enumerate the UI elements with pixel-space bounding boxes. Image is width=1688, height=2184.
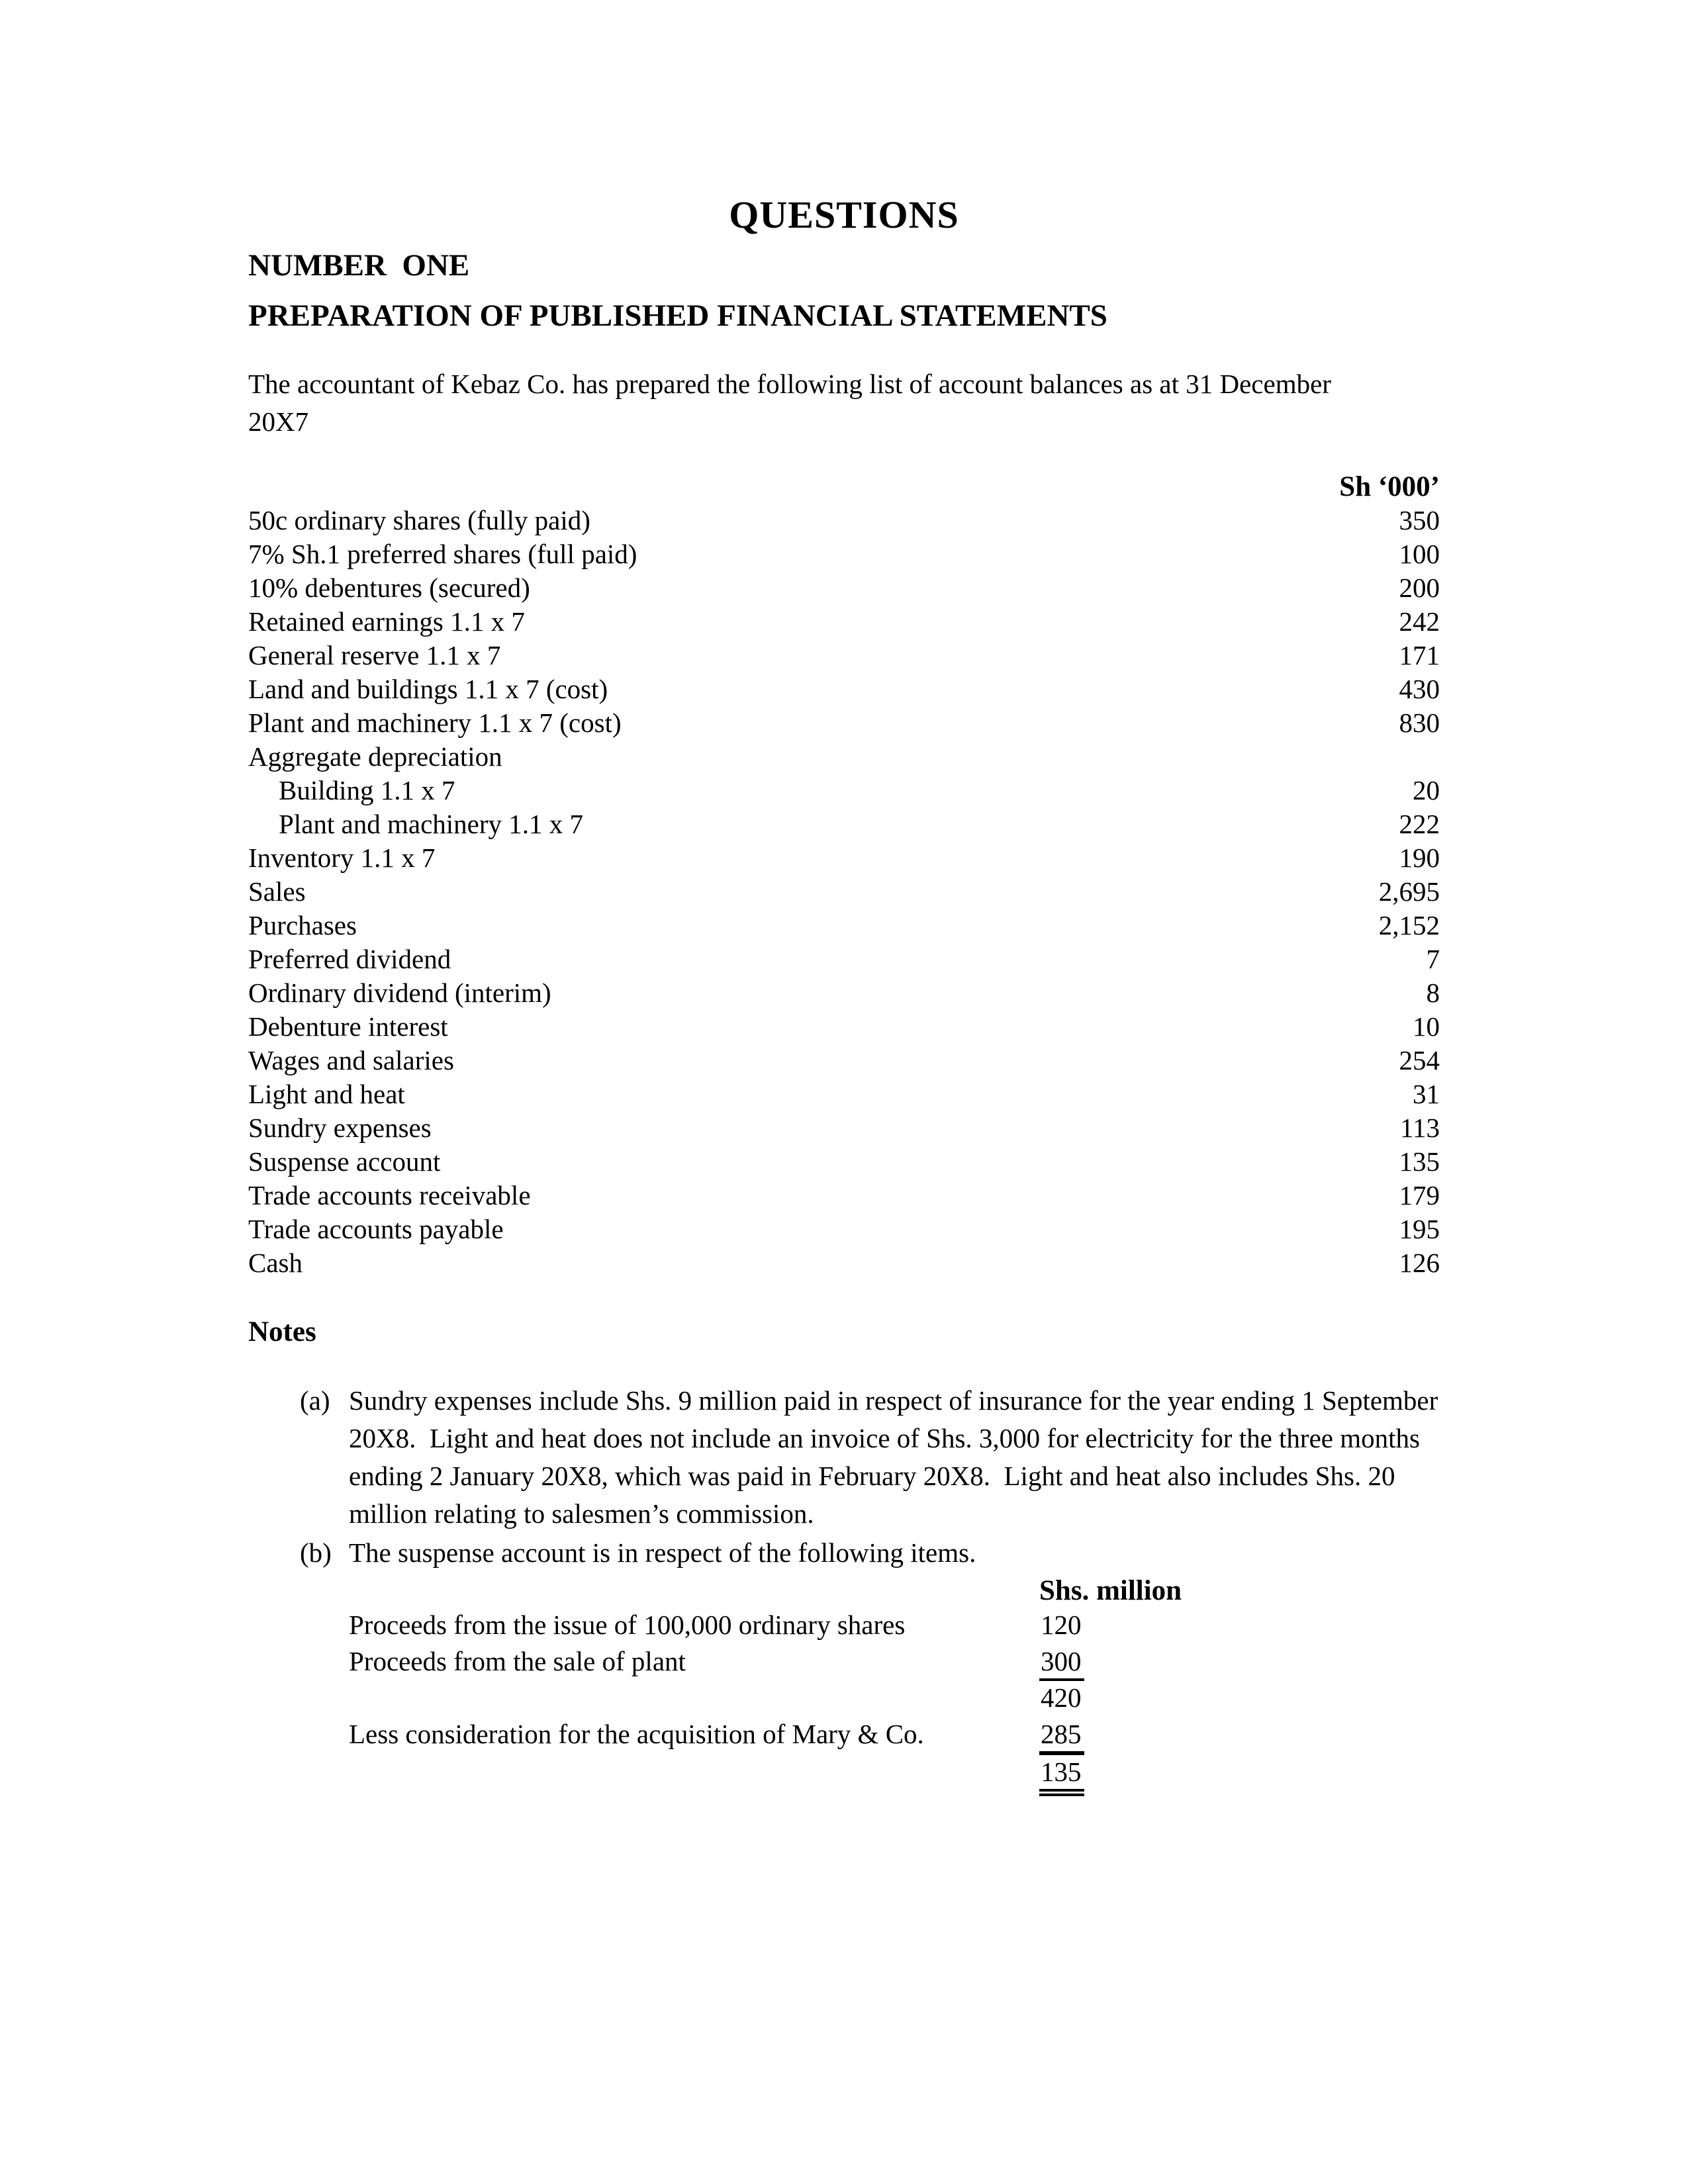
balance-account-value: 7 (1426, 944, 1440, 974)
section-heading-number-one: NUMBER ONE (248, 248, 470, 283)
balance-table-row (248, 504, 1440, 537)
balance-table-row (248, 1044, 1440, 1077)
suspense-unit-header: Shs. million (1039, 1575, 1182, 1606)
balance-account-label: Purchases (248, 910, 357, 940)
balance-table-row (248, 909, 1440, 942)
suspense-account-table (248, 1608, 1440, 1796)
balance-account-label: Cash (248, 1248, 303, 1278)
balance-account-value: 126 (1399, 1248, 1440, 1278)
balance-account-value: 2,695 (1378, 876, 1440, 907)
balance-table-row (248, 1077, 1440, 1111)
balance-table-row (248, 1111, 1440, 1145)
balance-account-value: 10 (1413, 1011, 1440, 1042)
topic-heading: PREPARATION OF PUBLISHED FINANCIAL STATEMENTS (248, 298, 1107, 333)
balance-table-row (248, 605, 1440, 639)
note-b (248, 1534, 1440, 1572)
balance-account-value: 2,152 (1378, 910, 1440, 940)
balance-account-label: 10% debentures (secured) (248, 572, 530, 603)
suspense-table-row (248, 1681, 1440, 1717)
suspense-table-row (248, 1608, 1440, 1645)
suspense-item-label: Proceeds from the issue of 100,000 ordinary shares (349, 1610, 906, 1640)
balance-account-label: Light and heat (248, 1079, 405, 1109)
balance-account-value: 100 (1399, 539, 1440, 569)
balance-account-label: Debenture interest (248, 1011, 448, 1042)
suspense-item-label: Less consideration for the acquisition of Mary & Co. (349, 1719, 924, 1749)
balance-account-label: Sales (248, 876, 306, 907)
balance-account-label: General reserve 1.1 x 7 (248, 640, 501, 670)
balance-account-value: 135 (1399, 1146, 1440, 1177)
balance-account-value: 113 (1400, 1113, 1440, 1143)
note-b-marker: (b) (300, 1537, 332, 1568)
balance-account-label: Preferred dividend (248, 944, 451, 974)
suspense-item-value: 300 (1039, 1645, 1084, 1681)
suspense-item-value: 135 (1039, 1755, 1084, 1796)
account-balances-table (248, 504, 1440, 1280)
balance-account-value: 179 (1399, 1180, 1440, 1210)
balance-account-label: Land and buildings 1.1 x 7 (cost) (248, 674, 608, 704)
balance-account-value: 830 (1399, 707, 1440, 738)
balance-account-value: 31 (1413, 1079, 1440, 1109)
balance-account-value: 430 (1399, 674, 1440, 704)
suspense-item-value-cell (1039, 1608, 1440, 1642)
balance-table-row (248, 571, 1440, 605)
balance-account-label: Inventory 1.1 x 7 (248, 842, 436, 873)
balance-account-label: Plant and machinery 1.1 x 7 (279, 809, 584, 839)
suspense-table-row (248, 1645, 1440, 1681)
suspense-table-row (248, 1755, 1440, 1796)
balance-table-row (248, 1010, 1440, 1044)
balance-table-row (248, 807, 1440, 841)
note-b-text: The suspense account is in respect of the following items. (349, 1537, 976, 1568)
balance-account-label: Suspense account (248, 1146, 441, 1177)
balance-account-value: 350 (1399, 505, 1440, 535)
balance-table-row (248, 537, 1440, 571)
suspense-item-value: 285 (1039, 1717, 1084, 1755)
suspense-item-value: 120 (1041, 1610, 1082, 1640)
balance-account-label: Aggregate depreciation (248, 741, 502, 772)
suspense-item-label: Proceeds from the sale of plant (349, 1646, 686, 1676)
balance-account-label: Trade accounts payable (248, 1214, 504, 1244)
balance-account-label: 7% Sh.1 preferred shares (full paid) (248, 539, 637, 569)
balance-account-label: Wages and salaries (248, 1045, 454, 1075)
page-title: QUESTIONS (729, 193, 959, 236)
balance-account-value: 222 (1399, 809, 1440, 839)
note-a (248, 1382, 1445, 1533)
balance-table-row (248, 639, 1440, 672)
balance-table-row (248, 976, 1440, 1010)
intro-paragraph (248, 365, 1440, 441)
balance-table-row (248, 841, 1440, 875)
suspense-item-value: 420 (1041, 1682, 1082, 1713)
balance-account-value: 190 (1399, 842, 1440, 873)
balance-table-row (248, 875, 1440, 909)
balance-account-value: 200 (1399, 572, 1440, 603)
intro-line-1: The accountant of Kebaz Co. has prepared the following list of account balances as at 31 December (248, 369, 1331, 399)
balance-table-row (248, 672, 1440, 706)
suspense-item-value-cell (1039, 1681, 1440, 1715)
balance-account-label: 50c ordinary shares (fully paid) (248, 505, 590, 535)
balances-unit-header: Sh ‘000’ (1339, 471, 1440, 502)
note-a-text: Sundry expenses include Shs. 9 million paid in respect of insurance for the year ending 1 September 20X8. Light and heat does not include an invoice of Shs. 3,000 for electricity for the three months ending 2 January 20X8, which was paid in February 20X8. Light and heat also includes Shs. 20 million relating to salesmen’s commission. (349, 1385, 1445, 1529)
balance-table-row (248, 774, 1440, 807)
balance-account-label: Sundry expenses (248, 1113, 432, 1143)
balance-account-label: Building 1.1 x 7 (279, 775, 455, 805)
suspense-item-value-cell (1039, 1645, 1440, 1681)
balance-account-value: 171 (1399, 640, 1440, 670)
balance-account-value: 8 (1426, 978, 1440, 1008)
balance-table-row (248, 740, 1440, 774)
notes-heading: Notes (248, 1316, 316, 1347)
balance-account-value: 242 (1399, 606, 1440, 637)
balance-table-row (248, 1145, 1440, 1179)
balance-account-label: Retained earnings 1.1 x 7 (248, 606, 525, 637)
balance-table-row (248, 706, 1440, 740)
intro-line-2: 20X7 (248, 406, 309, 437)
balance-table-row (248, 942, 1440, 976)
suspense-item-value-cell (1039, 1755, 1440, 1796)
balance-account-label: Plant and machinery 1.1 x 7 (cost) (248, 707, 622, 738)
suspense-item-value-cell (1039, 1717, 1440, 1755)
balance-account-label: Ordinary dividend (interim) (248, 978, 551, 1008)
balance-table-row (248, 1246, 1440, 1280)
balance-account-value: 254 (1399, 1045, 1440, 1075)
balance-account-value: 195 (1399, 1214, 1440, 1244)
note-a-marker: (a) (300, 1385, 330, 1416)
balance-table-row (248, 1179, 1440, 1212)
balance-account-value: 20 (1413, 775, 1440, 805)
suspense-table-row (248, 1717, 1440, 1755)
balance-account-label: Trade accounts receivable (248, 1180, 531, 1210)
balance-table-row (248, 1212, 1440, 1246)
